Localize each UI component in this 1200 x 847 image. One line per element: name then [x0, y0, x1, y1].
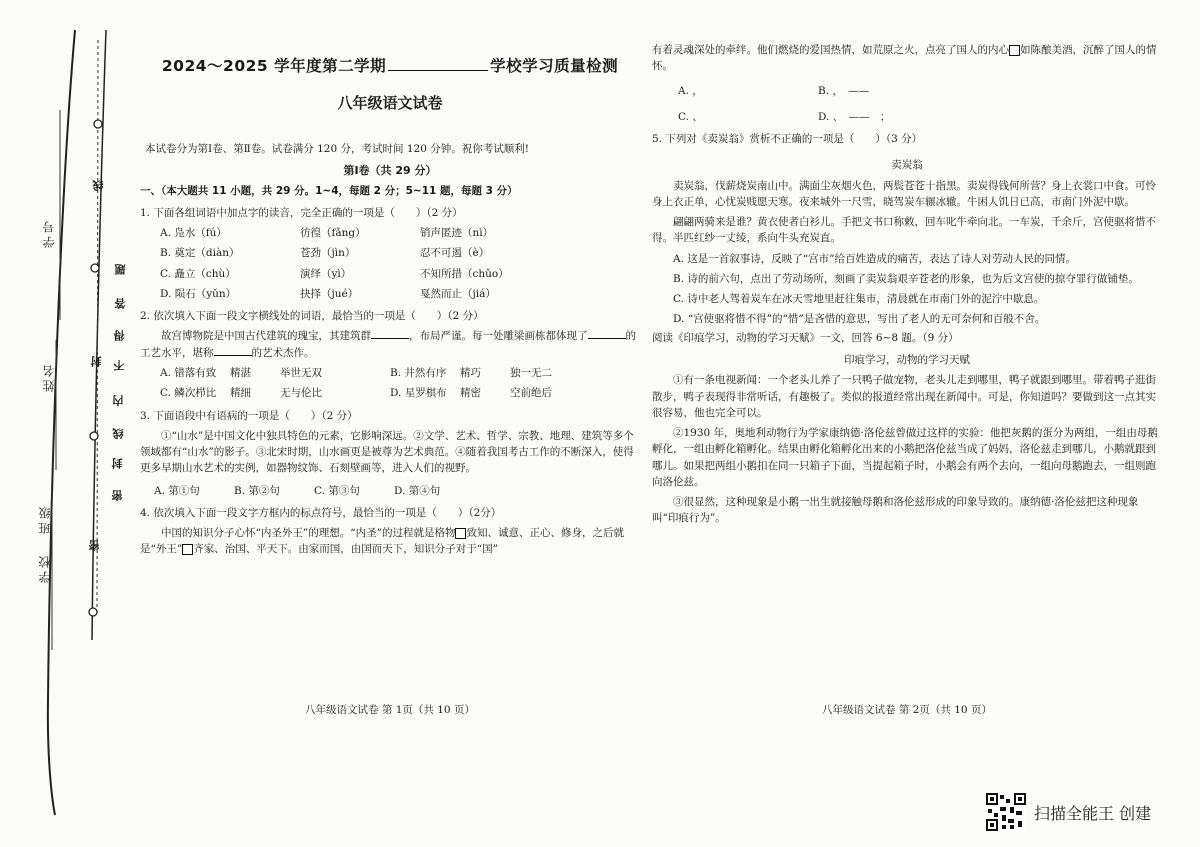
passage-text: 有着灵魂深处的牵绊。他们燃烧的爱国热情，如荒原之火，点亮了国人的内心: [652, 44, 1009, 56]
question-2-options: [160, 365, 640, 402]
option: 独一无二: [510, 366, 552, 379]
punctuation-box[interactable]: [1009, 45, 1020, 56]
notice-char: 题: [114, 264, 127, 275]
notice-char: 线: [112, 428, 125, 439]
passage-text: 齐家、治国、平天下。由家而国，由国而天下，知识分子对于“国”: [193, 543, 498, 556]
option: 精湛: [230, 366, 251, 379]
option: 忍不可遏（è）: [420, 247, 490, 260]
q5-option-c: C. 诗中老人驾着炭车在冰天雪地里赶往集市，清晨就在市南门外的泥泞中歇息。: [673, 293, 1045, 306]
reading-intro: 阅读《印痕学习，动物的学习天赋》一文，回答 6~8 题。（9 分）: [652, 331, 959, 344]
seal-word-line: 线: [92, 180, 105, 191]
option: C. 鳞次栉比: [160, 387, 217, 400]
option: D. 第④句: [394, 484, 441, 497]
article-paragraph: ①有一条电视新闻：一个老头儿养了一只鸭子做宠物，老头儿走到哪里，鸭子就跟到哪里。带着鸭子逛街散步，鸭子表现得非常听话，有趣极了。类似的报道经常出现在新闻中。可是，你知道吗？要做到这一点其实很容易，他也完全可以。: [652, 374, 1156, 419]
option: A. 凫水（fú）: [160, 227, 227, 240]
punctuation-box[interactable]: [455, 528, 466, 539]
passage-text: 的艺术杰作。: [251, 346, 315, 359]
binding-lines: [0, 0, 140, 847]
question-4-options: [678, 83, 1162, 126]
question-1: 1. 下面各组词语中加点字的读音，完全正确的一项是（ ）（2 分）: [140, 206, 463, 219]
punctuation-box[interactable]: [182, 544, 193, 555]
option: 不知所措（chǔo）: [420, 267, 509, 280]
page-1-footer: 八年级语文试卷 第 1页（共 10 页）: [305, 704, 475, 716]
poem-title: 卖炭翁: [891, 159, 923, 172]
option: D. 陨石（yǔn）: [160, 287, 237, 300]
notice-char: 密: [111, 490, 124, 501]
option: A. 错落有致: [160, 366, 217, 379]
question-4: 4. 依次填入下面一段文字方框内的标点符号，最恰当的一项是（ ）（2分）: [140, 506, 502, 519]
qr-code-icon: [986, 793, 1026, 831]
exam-page-1: [140, 28, 640, 558]
option: 抉择（jué）: [300, 287, 359, 300]
passage-text: 致知、诚意、正心、修身，之后就是“外王”: [140, 527, 624, 556]
option: C. 矗立（chù）: [160, 267, 236, 280]
question-5: 5. 下列对《卖炭翁》赏析不正确的一项是（ ）（3 分）: [652, 133, 923, 146]
question-2: 2. 依次填入下面一段文字横线处的词语，最恰当的一项是（ ）（2 分）: [140, 310, 484, 323]
option: D. 、 —— ；: [818, 110, 891, 123]
class-label: 班级: [38, 504, 52, 534]
question-3: 3. 下面语段中有语病的一项是（ ）（2 分）: [140, 409, 358, 422]
option: B. ， ——: [818, 84, 870, 97]
option: A. ，: [678, 84, 703, 97]
passage-text: 了: [577, 330, 588, 343]
binding-margin: [0, 0, 140, 847]
section-head: 一、（本大题共 11 小题，共 29 分。1~4，每题 2 分；5~11 题，每题 3 分）: [140, 184, 518, 197]
scanner-watermark: [986, 793, 1151, 831]
option: 苍劲（jìn）: [300, 247, 356, 260]
option: 戛然而止（jiá）: [420, 287, 496, 300]
section-title: 第Ⅰ卷（共 29 分）: [343, 163, 437, 177]
option: B. 奠定（diàn）: [160, 247, 240, 260]
q5-option-b: B. 诗的前六句，点出了劳动场所，刻画了卖炭翁艰辛苍老的形象，也为后文宫使的掠夺罪行做铺垫。: [673, 272, 1139, 285]
seal-word-seal: 封: [90, 356, 103, 367]
option: 彷徨（fǎng）: [300, 227, 366, 240]
notice-char: 封: [111, 458, 124, 469]
passage-text: 的工艺水平，堪称: [140, 330, 636, 359]
notice-char: 不: [113, 360, 126, 371]
title-left: 2024～2025 学年度第二学期: [161, 57, 387, 75]
option: 演绎（yì）: [300, 267, 352, 280]
exam-title: [140, 54, 640, 78]
option: 销声匿迹（nì）: [420, 227, 494, 240]
q5-option-d: D. “宫使驱将惜不得”的“惜”是吝惜的意思，写出了老人的无可奈何和百般不舍。: [673, 313, 1046, 326]
page-2-footer: 八年级语文试卷 第 2页（共 10 页）: [822, 704, 992, 716]
exam-page-2: [652, 38, 1162, 527]
option: 精密: [460, 387, 481, 400]
poem-stanza: 卖炭翁，伐薪烧炭南山中。满面尘灰烟火色，两鬓苍苍十指黑。卖炭得钱何所营？身上衣裳口中食。可怜身上衣正单，心忧炭贱愿天寒。夜来城外一尺雪，晓驾炭车辗冰辙。牛困人饥日已高，市南门外泥中歇。: [652, 179, 1156, 208]
notice-char: 内: [112, 395, 125, 406]
question-1-options: [160, 225, 640, 302]
poem-stanza: 翩翩两骑来是谁？黄衣使者白衫儿。手把文书口称敕，回车叱牛牵向北。一车炭，千余斤，宫使驱将惜不得。半匹红纱一丈绫，系向牛头充炭直。: [652, 216, 1156, 245]
option: 精巧: [460, 366, 481, 379]
option: B. 第②句: [234, 484, 280, 497]
option: B. 井然有序: [390, 366, 447, 379]
passage-text: 故宫博物院是中国古代建筑的瑰宝，其建筑群: [161, 330, 371, 343]
option: C. 第③句: [314, 484, 360, 497]
question-2-passage: [140, 328, 640, 361]
question-3-options: [154, 483, 640, 499]
option: D. 星罗棋布: [390, 387, 447, 400]
option: 举世无双: [280, 366, 322, 379]
option: 空前绝后: [510, 387, 552, 400]
seal-word-secret: 密: [88, 540, 101, 551]
student-id-label: 学号: [42, 218, 56, 248]
exam-intro: 本试卷分为第Ⅰ卷、第Ⅱ卷。试卷满分 120 分，考试时间 120 分钟。祝你考试顺利!: [145, 143, 529, 156]
school-name-blank[interactable]: [388, 70, 488, 71]
question-4-passage: [140, 525, 640, 558]
question-3-passage: ①“山水”是中国文化中独具特色的元素，它影响深远。②文学、艺术、哲学、宗教、地理、建筑等多个领域都有“山水”的影子。③北宋时期，山水画更是被尊为艺术典范。④随着我国考古工作的不断深入，使得更多早期山水艺术的实例，如器物纹饰、石刻壁画等，进入人们的视野。: [140, 429, 634, 475]
option: C. 、: [678, 110, 703, 123]
option: 精细: [230, 387, 251, 400]
exam-subtitle: 八年级语文试卷: [337, 94, 443, 113]
title-right: 学校学习质量检测: [490, 57, 619, 75]
fill-blank[interactable]: [371, 338, 409, 339]
notice-char: 答: [114, 298, 127, 309]
option: A. 第①句: [154, 484, 200, 497]
q5-option-a: A. 这是一首叙事诗，反映了“宫市”给百姓造成的痛苦，表达了诗人对劳动人民的同情。: [673, 252, 1076, 265]
name-label: 姓名: [42, 362, 56, 392]
passage-text: ，布局严谨。每一处雕梁画栋都体现: [409, 330, 577, 343]
passage-text: 中国的知识分子心怀“内圣外王”的理想。“内圣”的过程就是格物: [161, 527, 456, 540]
scanner-text: 扫描全能王 创建: [1034, 803, 1152, 823]
passage-text: 如陈酿美酒，沉醉了国人的情怀。: [652, 44, 1157, 73]
notice-char: 得: [113, 330, 126, 341]
option: 无与伦比: [280, 387, 322, 400]
article-paragraph: ③很显然，这种现象是小鹅一出生就接触母鹅和洛伦兹形成的印象导致的。康纳德·洛伦兹把这种现象叫“印痕行为”。: [652, 496, 1139, 525]
school-label: 学校: [38, 553, 52, 583]
article-paragraph: ②1930 年，奥地利动物行为学家康纳德·洛伦兹曾做过这样的实验：他把灰鹅的蛋分为两组，一组由母鹅孵化，一组由孵化箱孵化。结果由孵化箱孵化出来的小鹅把洛伦兹当成了妈妈，洛伦兹走到哪儿，小鹅就跟到哪儿。如果把两组小鹅扣在同一只箱子下面，当提起箱子时，小鹅会有两个去向，一组向母鹅跑去，一组则跑向洛伦兹。: [652, 427, 1158, 488]
article-title: 印痕学习，动物的学习天赋: [844, 353, 970, 366]
fill-blank[interactable]: [214, 355, 252, 356]
fill-blank[interactable]: [588, 338, 626, 339]
question-4-continued: [652, 42, 1162, 75]
